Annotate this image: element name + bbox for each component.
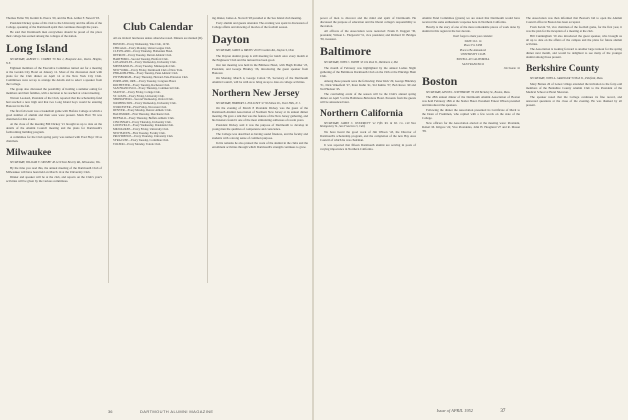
intro-paragraph-4: The Association is looking forward to another large turnout for the spring dinner next month, and would be delighted to see many of the younger alumni among those present. — [526, 47, 622, 59]
right-column-2 — [422, 16, 520, 134]
calendar-item: LOUISVILLE—Every Wednesday, Pendennis Club. — [113, 123, 174, 128]
body-paragraph: The month of February was highlighted by the annual Ladies Night gathering of the Baltimore Dartmouth Club on the 19th at the Elkridge Hunt Club. — [320, 65, 416, 78]
section-heading-dayton: Dayton — [212, 32, 250, 46]
section-heading-northern-california: Northern California — [320, 107, 403, 119]
calendar-item: SPRINGFIELD—Second Wednesday, Oxford Club. — [113, 97, 174, 102]
calendar-item: ROCHESTER—Every Tuesday, Rochester Club. — [113, 82, 170, 87]
body-paragraph: Mary Barnes 26 of Lenox village extended the invitation to the forty-odd members of the Berkshire County Alumni Club to the President of the Medical School at Hotel Sheraton. — [526, 81, 622, 94]
byline-milwaukee: SECRETARY, WILLIAM F. CROSBY '48 2219 East Beverly Rd., Milwaukee, Wis. — [10, 161, 101, 165]
notice-line: Place to Be Announced — [459, 48, 487, 52]
calendar-item: NEW HAVEN—First Tuesday, Faculty Club. — [113, 130, 166, 135]
right-column-3 — [526, 16, 622, 108]
notice-line: POWELL AT CALIFORNIA — [456, 57, 490, 61]
calendar-item: SEATTLE—Every Friday, College Club. — [113, 89, 161, 94]
section-heading-boston: Boston — [422, 73, 458, 88]
body-paragraph: By the time you read this, the annual meeting of the Dartmouth Club of Milwaukee will have been held on March 14 at the University Club. — [6, 165, 102, 174]
section-heading-long-island: Long Island — [6, 41, 68, 55]
body-paragraph: The College was described as having sound finances, and the faculty and students with a strong sense of common purpose. — [212, 132, 308, 141]
calendar-item: CINCINNATI—Every Thursday, University Club. — [113, 119, 172, 124]
calendar-item: SAN FRANCISCO—Every Thursday, Commercial Club. — [113, 86, 180, 91]
intro-paragraph-2: President Dickey spoke of his visit to the University and the affairs of the College, speaking of the Dartmouth spirit that continues through the years. — [6, 21, 102, 29]
intro-paragraph-1: power of men to discover and the mind and spirit of Dartmouth. He discussed the purpose of education and the liberal college's responsibility to the nation. — [320, 16, 416, 28]
section-heading-milwaukee: Milwaukee — [6, 147, 52, 159]
calendar-item: CLEVELAND—Every Thursday, Hollenden Hotel. — [113, 49, 173, 54]
event-notice — [422, 35, 520, 71]
body-paragraph: The speaker noted that the College continues its fine record, and answered questions at the close of the evening. He was thanked by all present. — [526, 94, 622, 107]
calendar-item: ST. LOUIS—Every Friday, University Club. — [113, 93, 165, 98]
intro-paragraph-3: Bill Cunningham '19 also introduced the guest speaker, who brought us all up to date on the affairs of the campus and the plans for future alumni activities. — [526, 34, 622, 46]
body-paragraph: It was reported that fifteen Dartmouth alumni are serving in posts of varying importance in Northern California. — [320, 142, 416, 151]
body-paragraph: The Dayton alumni group is still meeting for lunch once every month at the Engineers' Club and the turnout has been good. — [212, 53, 308, 62]
club-calendar-box — [108, 15, 208, 283]
publication-name: DARTMOUTH ALUMNI MAGAZINE — [140, 409, 214, 414]
byline-northern-california: SECRETARY, JAMES C. WOODRUFF '41 Fifth Tel. & Tel. Co. 140 New Montgomery St., San Francisco 5, Calif. — [320, 121, 416, 129]
right-page — [314, 0, 628, 420]
calendar-item: PORTLAND, ORE.—Every Tuesday, Congress Hotel. — [113, 78, 177, 83]
calendar-item: DETROIT—Every Tuesday, Detroit Athletic Club. — [113, 52, 172, 57]
calendar-item: WASHINGTON—Every Wednesday, University Club. — [113, 101, 177, 106]
calendar-item: TOLEDO—Every Monday, Toledo Club. — [113, 141, 161, 146]
section-heading-baltimore: Baltimore — [320, 44, 372, 58]
body-paragraph: Among those present were the following: Peter Kirk '29, George Hinckley '31, Dick Wakefield '27, Peter Kuhn '41, Sid Kuhns '37, Bob Rowe '40 and Ted Hudson '45. — [320, 78, 417, 91]
body-paragraph: On Monday, March 4, George Colton '33, Secretary of the Dartmouth Alumni Council, will be with us to bring us up to date on college activities. — [212, 75, 308, 84]
calendar-item: HARTFORD—Second Tuesday, Hartford Club. — [113, 56, 169, 61]
calendar-item: LOS ANGELES—Every Wednesday, University Club. — [113, 60, 177, 65]
calendar-item: MILWAUKEE—Every Friday, University Club. — [113, 126, 169, 131]
club-calendar-list — [113, 43, 203, 147]
intro-paragraph-1: Alumni Fund Committee (grants) we are stated that Dartmouth would have received the same enthusiastic response here in Northern California. — [422, 16, 520, 24]
body-paragraph: Dinner and speaker will be at the club, and reports on the Club's year's activities will be given by the various committees. — [6, 174, 102, 183]
byline-dayton: SECRETARY, JAMES A. BRONS '49 655 Garden Rd., Dayton 9, Ohio — [216, 49, 294, 52]
intro-paragraph-1: The Association was then informed that Boston's bid to open the Alumni Council office in Boston has been accepted. — [526, 16, 622, 24]
notice-line: Don't forget to mark your calendar: — [453, 35, 493, 38]
body-paragraph: The 28th annual dinner of the Dartmouth Alumni Association of Boston was held February 18th at the Statler Hotel. President Ernest Wilson presided and introduced the speakers. — [422, 95, 520, 108]
byline-northern-new-jersey: SECRETARY, HERBERT L. POLLOWY '47 36 Edison Dr., Short Hills, N. J. — [216, 101, 301, 105]
calendar-item: PROVIDENCE—Every Thursday, University Club. — [113, 134, 174, 139]
notice-line: Place: Fri. 6 PM — [463, 44, 483, 48]
notice-line: SAN FRANCISCO — [462, 62, 484, 66]
byline-berkshire-county: SECRETARY, JOHN A. GRAINGER '50 Holt St., Pittsfield, Mass. — [530, 77, 604, 80]
issue-footer — [314, 408, 628, 414]
club-calendar-title: Club Calendar — [123, 21, 193, 33]
body-paragraph: On the evening of March 8 President Dickey was the guest of the Dartmouth Alumni Association of Northern New Jersey at its annual dinner meeting. He gave a talk that was the feature of the New Jersey gathering, and his listeners found it one of the most stimulating addresses of recent years. — [212, 106, 308, 123]
intro-paragraph-2: Forty alumni and guests attended. The evening was spent in discussion of College affairs and showing of movies of the football season. — [212, 21, 308, 29]
left-column-1 — [6, 16, 102, 184]
body-paragraph: The concluding event of the season will be the Club's annual spring dinner on April 5 at the Baltimore-Belvedere Hotel. Presents from the guests will be announced later. — [320, 91, 416, 104]
calendar-item: WORCESTER—First Friday, Worcester Club. — [113, 104, 167, 109]
body-paragraph: At the close of the meeting Bill Dickey '21 brought us up to date on the details of the Alumni Council meeting and the plans for Dartmouth's forthcoming building program. — [6, 122, 102, 135]
intro-paragraph-1: ing dinner, James A. Norvell '28 presided at the Sea Island club meeting. — [212, 16, 302, 20]
club-calendar-intro: All are invited: luncheons unless otherwise noted. Dinners are marked (D). — [113, 36, 203, 40]
right-column-1 — [320, 16, 416, 152]
calendar-item: DENVER—Every Monday, Denver Athletic Club. — [113, 108, 172, 113]
calendar-item: BOSTON—Every Wednesday, Yale Club, 12:30. — [113, 41, 170, 46]
left-column-3 — [212, 16, 308, 150]
notice-signature: Jim Swann '41 — [503, 67, 520, 71]
calendar-item: PHILADELPHIA—Every Tuesday, Penn Athletic Club. — [113, 71, 179, 76]
body-paragraph: Following the dinner the Association presented its Certificate of Merit to the Dean of Freshmen, who replied with a few words on the state of the College. — [422, 108, 520, 121]
calendar-item: MINNEAPOLIS—Every Tuesday, Minneapolis Club. — [113, 64, 176, 69]
intro-paragraph-1: Thomas Fuller '00, Kermit K. Pierce '29, and the Hon. Arthur F. Newell '03. — [6, 16, 100, 20]
calendar-item: SYRACUSE—Every Tuesday, Corinthian Club. — [113, 138, 169, 143]
notice-line: UNIVERSITY CLUB — [460, 53, 486, 57]
section-heading-northern-new-jersey: Northern New Jersey — [212, 87, 300, 99]
issue-date: Issue of APRIL 1952 — [436, 408, 473, 413]
body-paragraph: President Dickey said it was the purpose of Dartmouth to develop in young men the qualities of competence and conscience. — [212, 123, 308, 132]
calendar-item: PITTSBURGH—Every Thursday, Harvard-Yale-Princeton Club. — [113, 75, 189, 80]
body-paragraph: Warren Leonard, President of the Club, reported that the scholarship fund had reached a new high and that two Long Island boys would be entering Hanover in the fall. — [6, 96, 102, 109]
body-paragraph: In his remarks he also praised the work of the alumni in the clubs and the enrollment activities through which Dartmouth's strength continues to grow. — [212, 141, 308, 150]
intro-paragraph-2: Hereby is the story of one of the more remarkable pieces of work done by alumni in this region in the last decade. — [422, 25, 520, 33]
calendar-item: BALTIMORE—First Thursday, Merchants Club. — [113, 112, 170, 117]
notice-line: DATE: Oct. 14 — [464, 39, 482, 43]
intro-paragraph-2: All officers of the Association were reelected: Frank P. Daggett '30, president; Wilson L. Fitzgerald '31, vice president; and Richard W. Bridges '30, treasurer. — [320, 29, 416, 41]
page-number-left: 36 — [108, 409, 113, 414]
body-paragraph: New officers for the Association elected at the meeting were: President, Robert M. Kilgore '24; Vice Presidents, John H. Hoagland '27 and R. Mason '38. — [422, 121, 520, 134]
calendar-item: NEW YORK—Every Friday, Dartmouth Club of New York. — [113, 67, 183, 72]
intro-paragraph-3: He said that Dartmouth men everywhere should be proud of the place their college has earned among the colleges of the nation. — [6, 30, 102, 38]
page-number-right: 37 — [500, 409, 506, 414]
body-paragraph: The group also discussed the possibility of holding a summer outing for members and their families, with a decision to be reached at a later meeting. — [6, 87, 102, 96]
body-paragraph: The first fall event was a basketball game with Hofstra College at which a good number of alumni and their sons were present. Mark Hart '36 was chairman for this event. — [6, 109, 102, 122]
body-paragraph: A committee for the Club spring party was named with Fred Hoyt '29 as chairman. — [6, 135, 102, 144]
byline-boston: SECRETARY, ANSON L. WINTHROPE '39 200 Berkeley St., Boston, Mass. — [426, 90, 511, 94]
calendar-item: BUFFALO—Every Thursday, Buffalo Athletic Club. — [113, 115, 175, 120]
byline-baltimore: SECRETARY, JOHN C. SMITH '45 104 Paul St., Baltimore 2, Md. — [324, 61, 399, 64]
byline-long-island: SECRETARY, ALBERT C. CORBIN '39 Box 1, Bluepoint Ave., Rockv. Heights, N.Y. — [6, 58, 102, 65]
intro-paragraph-2: From Kevin '33, vice chairman of the football game, for the first year, it was the plan for the inception of a meeting at the club. — [526, 25, 622, 33]
body-paragraph: We have heard the good work of Jim Wilson '43, the Director of Dartmouth's scholarship program, and the completion of the new Bay Area Council of which he was chairman. — [320, 129, 416, 142]
calendar-item: CHICAGO—Every Monday, Union League Club. — [113, 45, 172, 50]
body-paragraph: Our last meeting was held in the Biltmore Hotel, with Hugh Prather '23, President, and George Hinkley '26, introducing the guest speaker from Hanover. — [212, 62, 308, 75]
section-heading-berkshire-county: Berkshire County — [526, 63, 600, 74]
body-paragraph: Eighteen members of the Executive Committee turned out for a meeting at the Garden City Hotel on January 12. Most of the discussion dealt with plans for the Club dinner on April 14 at the New York City Club. Committees were set up to arrange the details and to select a speaker from the College. — [6, 66, 102, 87]
